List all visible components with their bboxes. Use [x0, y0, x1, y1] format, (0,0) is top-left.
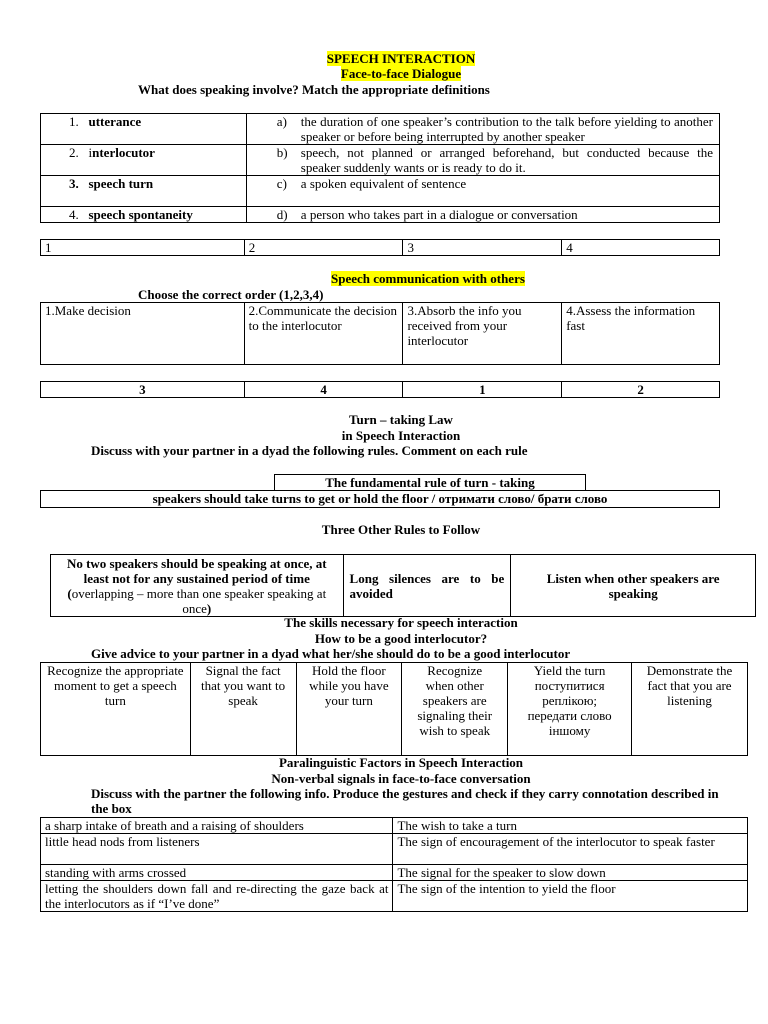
table-row	[41, 114, 720, 145]
step-cell: 3.Absorb the info you received from your interlocutor	[403, 303, 562, 365]
signal-cell: a sharp intake of breath and a raising of shoulders	[41, 818, 393, 834]
match-answer-table	[40, 239, 720, 256]
signal-cell: little head nods from listeners	[41, 834, 393, 865]
table-row	[51, 555, 756, 617]
skill-cell: Yield the turn поступитися реплікою; передати слово іншому	[508, 663, 632, 756]
meaning-cell: The wish to take a turn	[393, 818, 748, 834]
match-table	[40, 113, 720, 223]
skill-cell: Recognize the appropriate moment to get a speech turn	[41, 663, 191, 756]
signals-table	[40, 817, 748, 912]
table-row	[41, 303, 720, 365]
paralinguistic-subheading: Non-verbal signals in face-to-face conversation	[271, 771, 531, 786]
term-cell: 2. interlocutor	[41, 145, 247, 176]
other-rules-heading: Three Other Rules to Follow	[321, 522, 481, 537]
answer-cell: 4	[244, 382, 403, 398]
paralinguistic-task: Discuss with the partner the following info. Produce the gestures and check if they carry connotation described in the box	[91, 786, 719, 816]
step-cell: 4.Assess the information fast	[562, 303, 720, 365]
skills-subheading: How to be a good interlocutor?	[314, 631, 488, 646]
skill-cell: Hold the floor while you have your turn	[296, 663, 402, 756]
communication-answer-table	[40, 381, 720, 398]
skill-cell: Recognize when other speakers are signaling their wish to speak	[402, 663, 508, 756]
answer-cell: 4	[562, 240, 720, 256]
match-task: What does speaking involve? Match the appropriate definitions	[138, 82, 490, 97]
table-row	[41, 382, 720, 398]
communication-heading: Speech communication with others	[331, 271, 525, 286]
rule-cell: Listen when other speakers are speaking	[511, 555, 756, 617]
definition-cell: a) the duration of one speaker’s contribution to the talk before yielding to another speaker or before being interrupted by another speaker	[246, 114, 719, 145]
table-row	[41, 207, 720, 223]
meaning-cell: The sign of encouragement of the interlocutor to speak faster	[393, 834, 748, 865]
definition-cell: c) a spoken equivalent of sentence	[246, 176, 719, 207]
turn-taking-task: Discuss with your partner in a dyad the following rules. Comment on each rule	[91, 443, 528, 458]
signal-cell: letting the shoulders down fall and re-directing the gaze back at the interlocutors as if “I’ve done”	[41, 881, 393, 912]
skill-cell: Signal the fact that you want to speak	[190, 663, 296, 756]
table-row	[41, 663, 748, 756]
answer-cell: 3	[403, 240, 562, 256]
definition-cell: d) a person who takes part in a dialogue or conversation	[246, 207, 719, 223]
answer-cell: 1	[41, 240, 245, 256]
skills-heading: The skills necessary for speech interaction	[284, 615, 518, 630]
page-title: SPEECH INTERACTION	[326, 51, 476, 66]
answer-cell: 3	[41, 382, 245, 398]
step-cell: 1.Make decision	[41, 303, 245, 365]
turn-taking-heading: Turn – taking Law	[349, 412, 453, 427]
table-row	[41, 240, 720, 256]
table-row	[41, 865, 748, 881]
meaning-cell: The signal for the speaker to slow down	[393, 865, 748, 881]
term-cell: 3. speech turn	[41, 176, 247, 207]
answer-cell: 1	[403, 382, 562, 398]
table-row	[41, 176, 720, 207]
rule-cell: No two speakers should be speaking at once, at least not for any sustained period of time (overlapping – more than one speaker speaking at once)	[51, 555, 344, 617]
communication-task: Choose the correct order (1,2,3,4)	[138, 287, 324, 302]
turn-taking-subheading: in Speech Interaction	[341, 428, 461, 443]
skills-task: Give advice to your partner in a dyad what her/she should do to be a good interlocutor	[91, 646, 571, 661]
table-row	[41, 881, 748, 912]
skills-table	[40, 662, 748, 756]
definition-cell: b) speech, not planned or arranged beforehand, but conducted because the speaker suddenly wants or is ready to do it.	[246, 145, 719, 176]
communication-steps-table	[40, 302, 720, 365]
term-cell: 1. utterance	[41, 114, 247, 145]
term-cell: 4. speech spontaneity	[41, 207, 247, 223]
rule-cell: Long silences are to be avoided	[343, 555, 511, 617]
table-row	[41, 834, 748, 865]
table-row	[41, 145, 720, 176]
fundamental-rule: speakers should take turns to get or hold the floor / отримати слово/ брати слово	[40, 490, 720, 508]
fundamental-rule-title: The fundamental rule of turn - taking	[274, 474, 586, 491]
skill-cell: Demonstrate the fact that you are listening	[632, 663, 748, 756]
page-subtitle: Face-to-face Dialogue	[340, 66, 462, 81]
meaning-cell: The sign of the intention to yield the floor	[393, 881, 748, 912]
table-row	[41, 818, 748, 834]
signal-cell: standing with arms crossed	[41, 865, 393, 881]
step-cell: 2.Communicate the decision to the interlocutor	[244, 303, 403, 365]
answer-cell: 2	[244, 240, 403, 256]
other-rules-table	[50, 554, 756, 617]
paralinguistic-heading: Paralinguistic Factors in Speech Interaction	[278, 755, 524, 770]
answer-cell: 2	[562, 382, 720, 398]
